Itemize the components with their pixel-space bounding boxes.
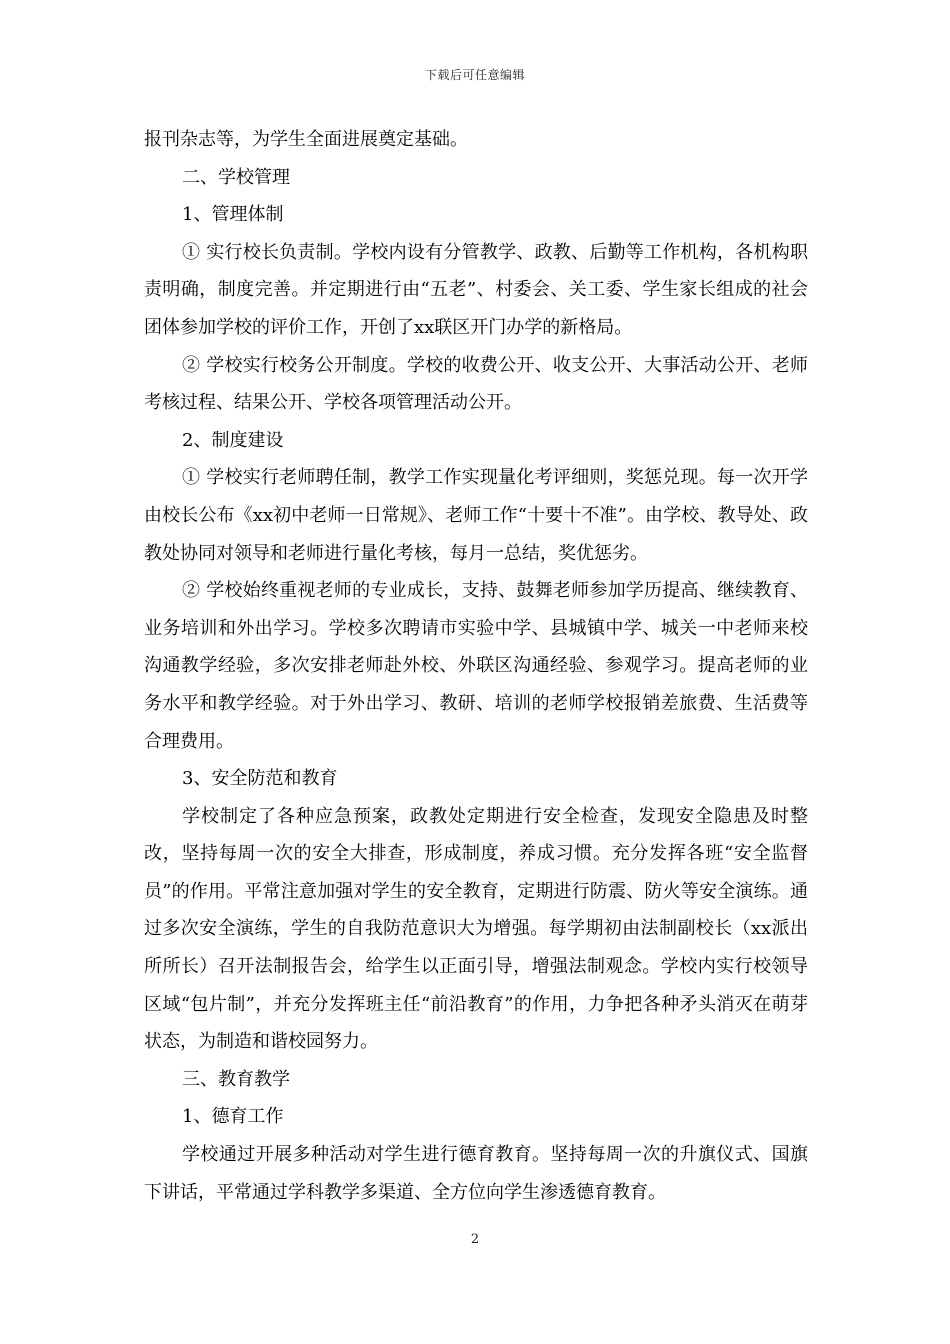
paragraph-teacher-development: ② 学校始终重视老师的专业成长，支持、鼓舞老师参加学历提高、继续教育、业务培训和外出学习。学校多次聘请市实验中学、县城镇中学、城关一中老师来校沟通教学经验，多次安排老师赴外校、外联区沟通经验、参观学习。提高老师的业务水平和教学经验。对于外出学习、教研、培训的老师学校报销差旅费、生活费等合理费用。	[144, 580, 808, 752]
section-heading-education-teaching: 三、教育教学	[182, 1068, 290, 1090]
paragraph-principal-responsibility: ① 实行校长负责制。学校内设有分管教学、政教、后勤等工作机构，各机构职责明确，制度完善。并定期进行由“五老”、村委会、关工委、学生家长组成的社会团体参加学校的评价工作，开创了xx联区开门办学的新格局。	[144, 241, 808, 338]
subheading-system-building: 2、制度建设	[182, 429, 284, 451]
paragraph-affairs-disclosure: ② 学校实行校务公开制度。学校的收费公开、收支公开、大事活动公开、老师考核过程、结果公开、学校各项管理活动公开。	[144, 354, 808, 414]
subheading-safety-education: 3、安全防范和教育	[182, 768, 338, 790]
paragraph-teacher-appointment: ① 学校实行老师聘任制，教学工作实现量化考评细则，奖惩兑现。每一次开学由校长公布《xx初中老师一日常规》、老师工作“十要十不准”。由学校、教导处、政教处协同对领导和老师进行量化考核，每月一总结，奖优惩劣。	[144, 467, 808, 564]
paragraph-moral-education: 学校通过开展多种活动对学生进行德育教育。坚持每周一次的升旗仪式、国旗下讲话，平常通过学科教学多渠道、全方位向学生渗透德育教育。	[144, 1144, 808, 1203]
subheading-moral-education: 1、德育工作	[182, 1106, 284, 1128]
section-heading-school-management: 二、学校管理	[182, 166, 290, 188]
page-number: 2	[470, 1232, 480, 1247]
subheading-management-system: 1、管理体制	[182, 204, 284, 226]
document-body	[144, 121, 808, 1211]
paragraph-continuation: 报刊杂志等，为学生全面进展奠定基础。	[144, 129, 468, 150]
page-header: 下载后可任意编辑	[424, 68, 525, 82]
paragraph-safety: 学校制定了各种应急预案，政教处定期进行安全检查，发现安全隐患及时整改，坚持每周一次的安全大排查，形成制度，养成习惯。充分发挥各班“安全监督员”的作用。平常注意加强对学生的安全教育，定期进行防震、防火等安全演练。通过多次安全演练，学生的自我防范意识大为增强。每学期初由法制副校长（xx派出所所长）召开法制报告会，给学生以正面引导，增强法制观念。学校内实行校领导区域“包片制”，并充分发挥班主任“前沿教育”的作用，力争把各种矛头消灭在萌芽状态，为制造和谐校园努力。	[144, 805, 808, 1053]
